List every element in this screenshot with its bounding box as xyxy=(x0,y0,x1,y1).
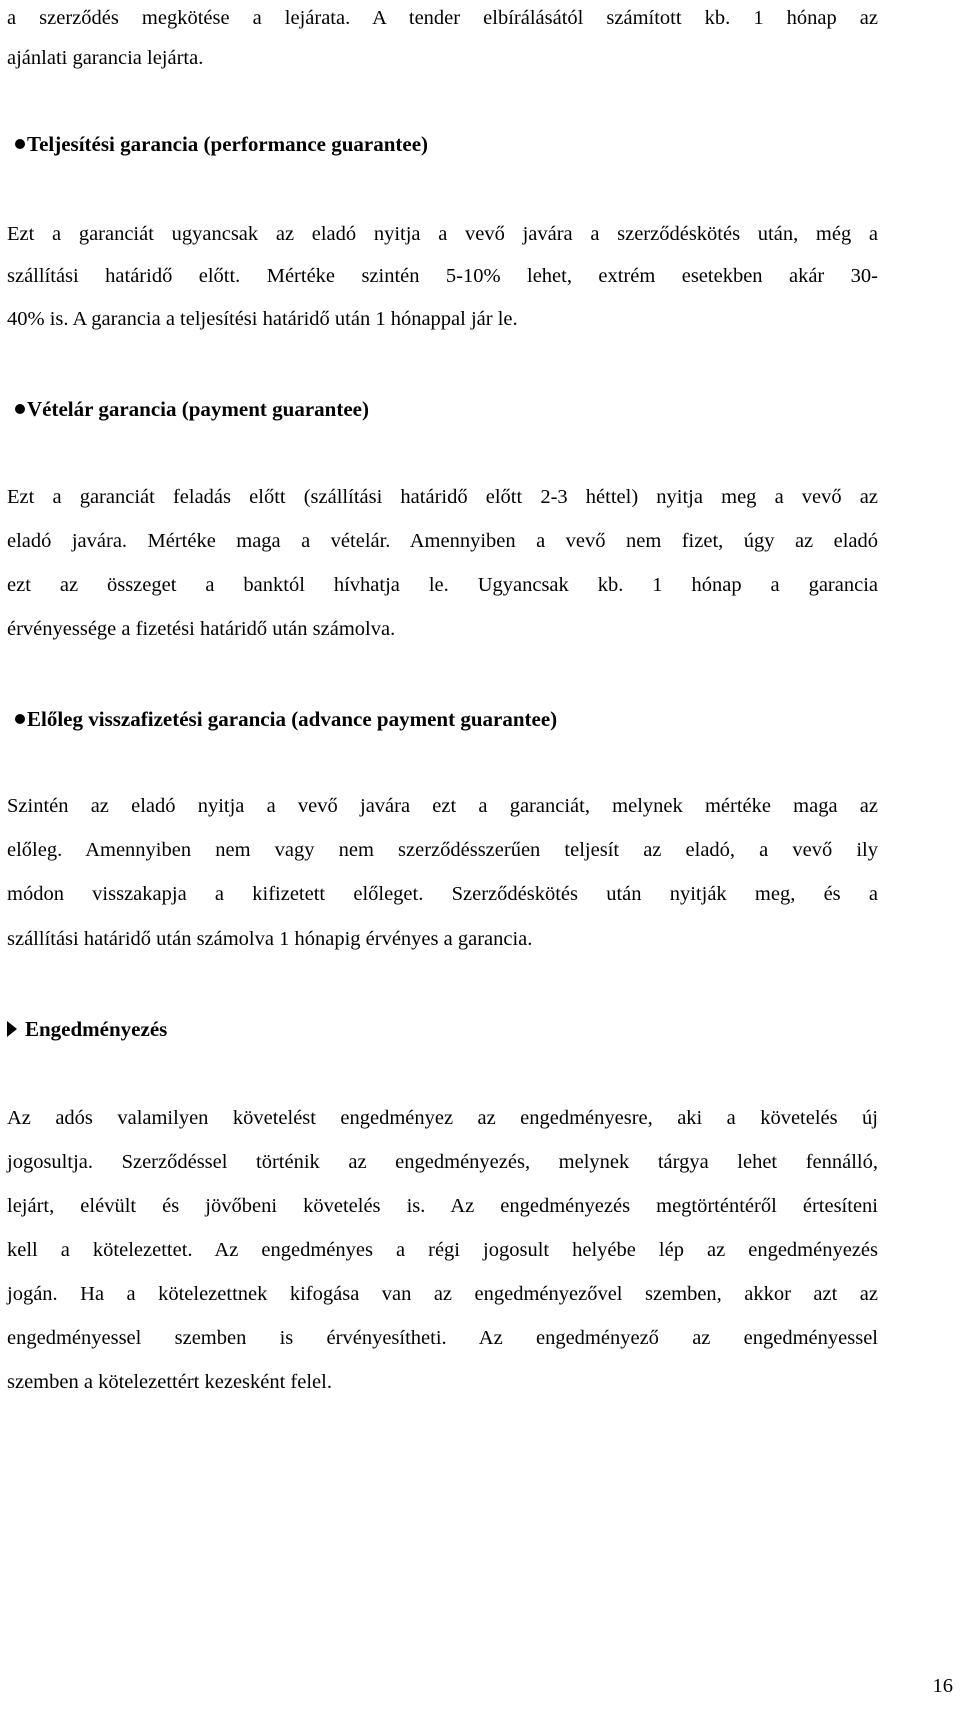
bullet-icon xyxy=(15,404,25,414)
body-text-line: szállítási határidő után számolva 1 hónapig érvényes a garancia. xyxy=(7,928,533,950)
section-heading: Engedményezés xyxy=(7,1019,167,1040)
body-text-line: a szerződés megkötése a lejárata. A tender elbírálásától számított kb. 1 hónap az xyxy=(7,7,878,29)
body-text-line: előleg. Amennyiben nem vagy nem szerződésszerűen teljesít az eladó, a vevő ily xyxy=(7,839,878,861)
body-text-line: kell a kötelezettet. Az engedményes a régi jogosult helyébe lép az engedményezés xyxy=(7,1239,878,1261)
body-text-line: érvényessége a fizetési határidő után számolva. xyxy=(7,618,396,640)
body-text-line: Ezt a garanciát feladás előtt (szállítási határidő előtt 2-3 héttel) nyitja meg a vevő az xyxy=(7,486,878,508)
body-text-line: jogosultja. Szerződéssel történik az engedményezés, melynek tárgya lehet fennálló, xyxy=(7,1151,878,1173)
body-text-line: eladó javára. Mértéke maga a vételár. Amennyiben a vevő nem fizet, úgy az eladó xyxy=(7,530,878,552)
body-text-line: ezt az összeget a banktól hívhatja le. Ugyancsak kb. 1 hónap a garancia xyxy=(7,574,878,596)
body-text-line: ajánlati garancia lejárta. xyxy=(7,47,204,69)
body-text-line: Az adós valamilyen követelést engedményez az engedményesre, aki a követelés új xyxy=(7,1107,878,1129)
section-heading: Előleg visszafizetési garancia (advance payment guarantee) xyxy=(15,709,557,730)
body-text-line: lejárt, elévült és jövőbeni követelés is. Az engedményezés megtörténtéről értesíteni xyxy=(7,1195,878,1217)
body-text-line: szállítási határidő előtt. Mértéke szintén 5-10% lehet, extrém esetekben akár 30- xyxy=(7,265,878,287)
triangle-right-icon xyxy=(7,1021,17,1037)
body-text-line: módon visszakapja a kifizetett előleget. Szerződéskötés után nyitják meg, és a xyxy=(7,883,878,905)
body-text-line: jogán. Ha a kötelezettnek kifogása van az engedményezővel szemben, akkor azt az xyxy=(7,1283,878,1305)
body-text-line: engedményessel szemben is érvényesítheti. Az engedményező az engedményessel xyxy=(7,1327,878,1349)
bullet-icon xyxy=(15,714,25,724)
body-text-line: Ezt a garanciát ugyancsak az eladó nyitja a vevő javára a szerződéskötés után, még a xyxy=(7,223,878,245)
body-text-line: 40% is. A garancia a teljesítési határidő után 1 hónappal jár le. xyxy=(7,308,518,330)
page-number: 16 xyxy=(932,1675,953,1697)
section-heading: Vételár garancia (payment guarantee) xyxy=(15,399,369,420)
bullet-icon xyxy=(15,139,25,149)
section-heading: Teljesítési garancia (performance guarantee) xyxy=(15,134,428,155)
body-text-line: szemben a kötelezettért kezesként felel. xyxy=(7,1371,332,1393)
body-text-line: Szintén az eladó nyitja a vevő javára ezt a garanciát, melynek mértéke maga az xyxy=(7,795,878,817)
